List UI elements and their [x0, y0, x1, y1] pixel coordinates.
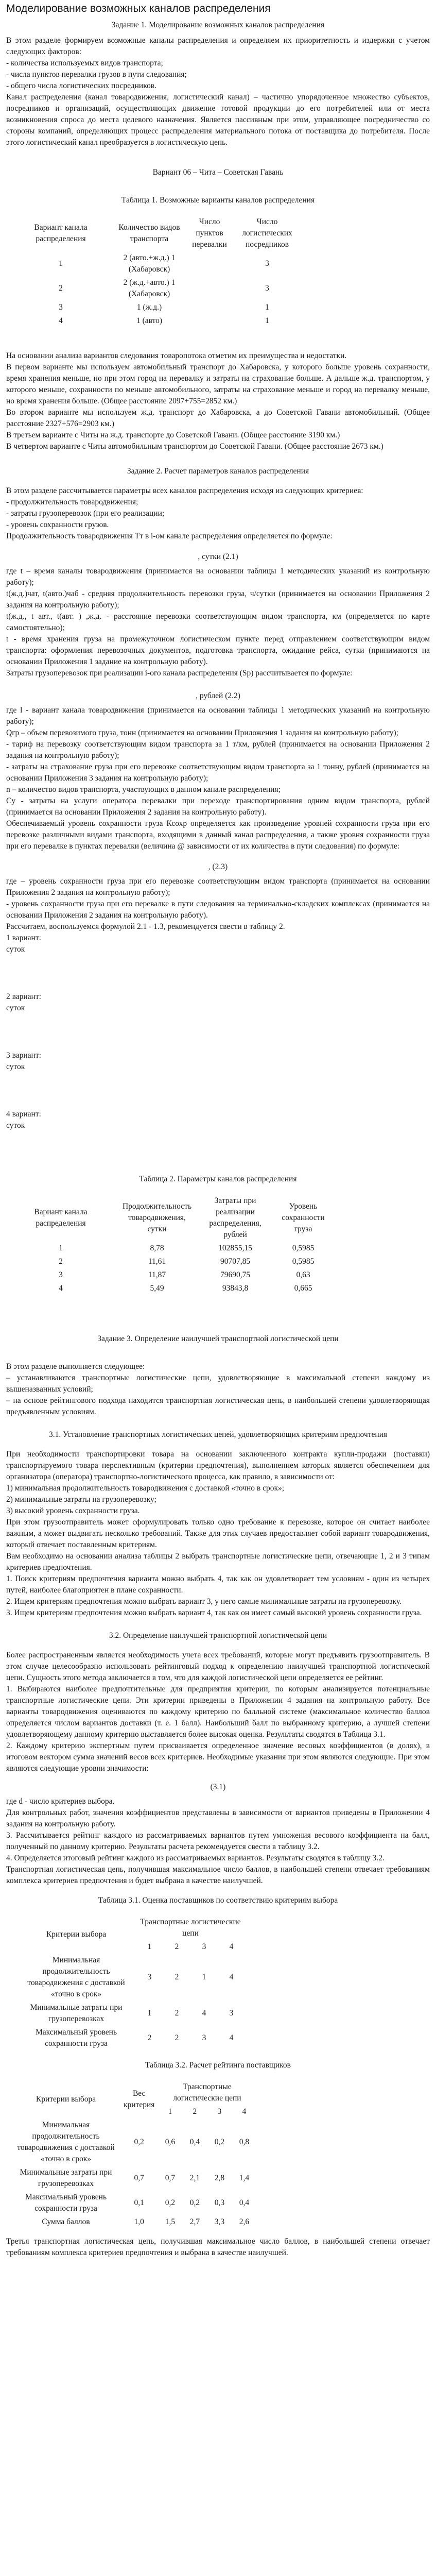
- table-row: [11, 2119, 256, 2166]
- table-row: [6, 1255, 335, 1268]
- table-cell: 2,1: [189, 2173, 200, 2182]
- paragraph: - общего числа логистических посредников.: [6, 81, 156, 90]
- paragraph: 3. Рассчитывается рейтинг каждого из рассматриваемых вариантов путем умножения весового коэффициента на балл, полученный по данному критерию. Результаты расчета рекомендуется свести в таблицу 3.2.: [6, 1831, 430, 1851]
- paragraph: 2) минимальные затраты на грузоперевозку;: [6, 1495, 156, 1504]
- variant-unit: суток: [6, 1062, 25, 1071]
- table-header-cell: 2: [193, 2107, 197, 2116]
- table-row: [6, 1242, 335, 1255]
- table-header-row: [6, 215, 299, 251]
- table-header-cell: 4: [229, 1942, 234, 1951]
- table-row: [6, 251, 299, 276]
- table-cell: 1: [59, 259, 63, 268]
- table-header-row: [6, 1194, 335, 1242]
- variant-heading: 2 вариант:: [6, 992, 41, 1001]
- table-cell: Максимальный уровень сохранности груза: [35, 2027, 117, 2048]
- table-3-2: [11, 2080, 256, 2229]
- paragraph: В первом варианте мы используем автомобильный транспорт до Хабаровска, у которого больше уровень сохранности, время хранения меньше, но при этом город на перевалку и затраты на страхование больше. А дальше ж.д. транспортом, у которого меньше, сохранности по меньше автомобильного, затраты на страхование меньше и город на перевалку меньше, но время хранения больше. (Общее расстояние 2097+755=2852 км.): [6, 362, 430, 405]
- table-cell: 0,63: [296, 1270, 310, 1279]
- table-cell: 2: [175, 1972, 179, 1981]
- intro-section: [6, 35, 430, 148]
- table-cell: 1: [147, 2008, 152, 2018]
- table-cell: 90707,85: [220, 1257, 251, 1266]
- table-row: [6, 314, 299, 328]
- table-row: [16, 1954, 245, 2001]
- table-cell: 0,2: [214, 2137, 225, 2146]
- table-row: [6, 301, 299, 314]
- table-cell: 11,87: [148, 1270, 166, 1279]
- table-3-1-title: Таблица 3.1. Оценка поставщиков по соответствию критериям выбора: [98, 1895, 338, 1905]
- document-page: [0, 1, 436, 2259]
- table-cell: Минимальная продолжительность товародвижения с доставкой «точно в срок»: [27, 1955, 125, 1998]
- table-cell: 0,5985: [292, 1243, 315, 1252]
- table-row: [11, 2215, 256, 2229]
- paragraph: 1. Поиск критериям предпочтения варианта можно выбрать 4, так как он удовлетворяет тем условиям - один из четырех путей, наиболее благоприятен в плане сохранности.: [6, 1574, 430, 1595]
- table-header-cell: Число пунктов перевалки: [192, 217, 227, 249]
- table-cell: 2: [175, 2033, 179, 2042]
- table-cell: 0,2: [165, 2198, 176, 2207]
- table-cell: [183, 276, 236, 301]
- paragraph: Продолжительность товародвижения Tт в i-ом канале распределения определяется по формуле:: [6, 531, 333, 540]
- table-cell: 0,2: [134, 2137, 144, 2146]
- paragraph: t - время хранения груза на промежуточном логистическом пункте перед отправлением соответствующим видом транспорта: оформления перевозочных документов, подготовка транспорта, ожидание рейса, сутки (принимаются на основании Приложения 1 задание на контрольную работу).: [6, 634, 430, 666]
- table-cell: 2: [59, 283, 63, 293]
- table-header-cell: 3: [202, 1942, 206, 1951]
- table-cell: 0,6: [165, 2137, 176, 2146]
- table-row: [6, 1282, 335, 1295]
- table-cell: 0,4: [189, 2137, 200, 2146]
- paragraph: - затраты на страхование груза при его перевозке соответствующим видом транспорта за 1 тонну, рублей (принимается на основании Приложения 3 задания на контрольную работу);: [6, 762, 430, 783]
- table-cell: 1: [265, 302, 269, 312]
- table-cell: 3: [202, 2033, 206, 2042]
- table-row: [16, 2001, 245, 2026]
- paragraph: где d - число критериев выбора.: [6, 1797, 115, 1806]
- document-title: Моделирование возможных каналов распределения: [6, 3, 271, 14]
- table-header-cell: Затраты при реализации распределения, рублей: [209, 1196, 261, 1239]
- paragraph: t(ж.д., t авт., t(авт. ) ,ж.д. - расстояние перевозки соответствующим видом транспорта, км (определяется по карте самостоятельно);: [6, 612, 430, 632]
- table-header-cell: Вариант канала распределения: [34, 223, 88, 243]
- table-cell: 8,78: [150, 1243, 164, 1252]
- variant-heading: 4 вариант:: [6, 1109, 41, 1118]
- table-cell: 1,4: [239, 2173, 250, 2182]
- table-cell: 2: [175, 2008, 179, 2018]
- formula-2-1: , сутки (2.1): [198, 552, 238, 561]
- table-cell: [183, 314, 236, 328]
- table-cell: 1: [59, 1243, 63, 1252]
- assignment-1-title: Задание 1. Моделирование возможных каналов распределения: [111, 20, 325, 29]
- table-cell: 3: [229, 2008, 234, 2018]
- paragraph: В этом разделе рассчитывается параметры всех каналов распределения исходя из следующих критериев:: [6, 486, 363, 495]
- table-header-cell: 1: [168, 2107, 172, 2116]
- table-header-cell: Вариант канала распределения: [34, 1207, 88, 1228]
- table-cell: Минимальная продолжительность товародвижения с доставкой «точно в срок»: [17, 2120, 115, 2163]
- paragraph: - уровень сохранности грузов.: [6, 520, 109, 529]
- variant-unit: суток: [6, 1003, 25, 1012]
- table-cell: 3: [59, 302, 63, 312]
- table-1-title: Таблица 1. Возможные варианты каналов распределения: [121, 195, 315, 205]
- table-header-cell: 3: [217, 2107, 222, 2116]
- paragraph: Рассчитаем, воспользуемся формулой 2.1 - 1.3, рекомендуется свести в таблицу 2.: [6, 922, 285, 931]
- table-header-cell: 4: [242, 2107, 247, 2116]
- table-cell: 1 (ж.д.): [136, 302, 162, 312]
- section-3-1-title: 3.1. Установление транспортных логистических цепей, удовлетворяющих критериям предпочтения: [48, 1430, 388, 1439]
- variant-unit: суток: [6, 1121, 25, 1130]
- paragraph: Qгр – объем перевозимого груза, тонн (принимается на основании Приложения 1 задания на контрольную работу);: [6, 728, 398, 737]
- table-header-cell: Критерии выбора: [36, 2094, 96, 2104]
- table-cell: 1: [202, 1972, 206, 1981]
- table-cell: 0,5985: [292, 1257, 315, 1266]
- paragraph: - продолжительность товародвижения;: [6, 497, 138, 506]
- table-cell: 0,7: [134, 2173, 144, 2182]
- table-cell: [183, 301, 236, 314]
- table-cell: 0,665: [294, 1283, 312, 1293]
- paragraph: 3. Ищем критериям предпочтения можно выбрать вариант 4, так как он имеет самый высокий уровень сохранности груза.: [6, 1608, 422, 1617]
- paragraph: 2. Ищем критериям предпочтения можно выбрать вариант 3, у него самые минимальные затраты на грузоперевозку.: [6, 1597, 402, 1606]
- table-cell: 2 (ж.д.+авто.) 1 (Хабаровск): [123, 278, 176, 298]
- table-3-2-title: Таблица 3.2. Расчет рейтинга поставщиков: [145, 2060, 291, 2070]
- table-cell: 0,3: [214, 2198, 225, 2207]
- table-cell: 0,4: [239, 2198, 250, 2207]
- paragraph: - уровень сохранности груза при его перевалке в пути следования на терминально-складских комплексах (принимается на основании Приложения 2 задания на контрольную работу).: [6, 899, 430, 920]
- conclusion-paragraph: Третья транспортная логистическая цепь, получившая максимальное число баллов, в наибольшей степени отвечает требованиям комплекса критериев предпочтения и выбрана в качестве наилучшей.: [6, 2236, 430, 2257]
- paragraph: При этом грузоотправитель может сформулировать только одно требование к перевозке, которое он считает наиболее важным, а может выдвигать несколько требований. Также для этих случаев предоставляет собой вариант товародвижения, который отвечает поставленным критериям.: [6, 1517, 430, 1549]
- table-cell: 0,1: [134, 2198, 144, 2207]
- paragraph: где l - вариант канала товародвижения (принимается на основании таблицы 1 методических указаний на контрольную работу);: [6, 705, 430, 726]
- table-cell: 4: [229, 1972, 234, 1981]
- assignment-3-title: Задание 3. Определение наилучшей транспортной логистической цепи: [97, 1334, 339, 1343]
- table-header-row: [11, 2080, 256, 2105]
- table-cell: Минимальные затраты при грузоперевозках: [20, 2167, 112, 2188]
- table-cell: 0,2: [189, 2198, 200, 2207]
- table-cell: 2,6: [239, 2217, 250, 2226]
- paragraph: Более распространенным является необходимость учета всех требований, которые могут предъявить грузоотправитель. В этом случае целесообразно использовать рейтинговый подход к определению наилучшей транспортной логистической цепи. Сущность этого метода заключается в том, что для каждой логистической цепи определяется ее рейтинг.: [6, 1650, 430, 1682]
- paragraph: В четвертом варианте с Читы автомобильным транспортом до Советской Гавани. (Общее расстояние 2673 км.): [6, 442, 383, 451]
- table-3-1: [16, 1916, 245, 2050]
- table-header-cell: Транспортные логистические цепи: [173, 2082, 241, 2103]
- table-cell: 0,8: [239, 2137, 250, 2146]
- paragraph: - числа пунктов перевалки грузов в пути следования;: [6, 70, 187, 79]
- table-cell: 4: [59, 316, 63, 325]
- paragraph: Во втором варианте мы используем ж.д. транспорт до Хабаровска, а до Советской Гавани автомобильный. (Общее расстояние 2327+576=2903 км.): [6, 408, 430, 428]
- table-header-cell: 2: [175, 1942, 179, 1951]
- table-cell: 1 (авто): [136, 316, 163, 325]
- paragraph: 2. Каждому критерию экспертным путем присваивается определенное значение весовых коэффициентов (в долях), в итоговом вектором сумма значений весов всех критериев. Необходимые указания при этом являются следующие. При этом являются следующие уровни значимости:: [6, 1741, 430, 1773]
- paragraph: В третьем варианте с Читы на ж.д. транспорте до Советской Гавани. (Общее расстояние 3190 км.): [6, 430, 340, 439]
- paragraph: 1) минимальная продолжительность товародвижения с доставкой «точно в срок»;: [6, 1483, 285, 1493]
- paragraph: Для контрольных работ, значения коэффициентов представлены в зависимости от вариантов приведены в Приложении 4 задания на контрольную работу.: [6, 1808, 430, 1828]
- table-cell: 2: [147, 2033, 152, 2042]
- table-cell: 1: [265, 316, 269, 325]
- paragraph: где – уровень сохранности груза при его перевозке соответствующим видом транспорта (принимается на основании Приложения 2 задания на контрольную работу);: [6, 876, 430, 897]
- table-header-cell: Уровень сохранности груза: [282, 1201, 325, 1233]
- table-header-row: [16, 1916, 245, 1940]
- table-cell: 2 (авто.+ж.д.) 1 (Хабаровск): [123, 253, 176, 274]
- paragraph: 1. Выбираются наиболее предпочтительные для предприятия критерии, по которым анализируется потенциальные транспортные логистические цепи. Эти критерии приведены в Приложении 4 задания на контрольную работу. Все варианты товародвижения оцениваются по каждому критерию по балльной системе (максимальное количество баллов определяется числом вариантов доставки (т. е. 1 балл). Наибольший балл по выбранному критерию, а лучшей степени удовлетворяющему данному критерию выставляется более высокая оценка. Результаты сводятся в Таблица 3.1.: [6, 1684, 430, 1739]
- table-cell: 11,61: [148, 1257, 166, 1266]
- table-cell: 2,7: [189, 2217, 200, 2226]
- table-cell: 3: [265, 283, 269, 293]
- table-2: [6, 1194, 335, 1295]
- paragraph: Cу - затраты на услуги оператора перевалки при переходе транспортирования одним видом транспорта, рублей (принимается на основании Приложения 2 задания на контрольную работу).: [6, 796, 430, 817]
- table-header-cell: Количество видов транспорта: [118, 223, 180, 243]
- table-row: [16, 2026, 245, 2050]
- table-cell: 3: [265, 259, 269, 268]
- table-header-cell: Вес критерия: [124, 2089, 155, 2109]
- table-header-cell: Транспортные логистические цепи: [140, 1917, 241, 1938]
- table-cell: Минимальные затраты при грузоперевозках: [30, 2003, 123, 2023]
- table-header-cell: Число логистических посредников: [242, 217, 292, 249]
- table-cell: 0,7: [165, 2173, 176, 2182]
- variant-label: Вариант 06 – Чита – Советская Гавань: [152, 167, 284, 177]
- paragraph: Вам необходимо на основании анализа таблицы 2 выбрать транспортные логистические цепи, отвечающие 1, 2 и 3 типам критериев предпочтения.: [6, 1551, 430, 1572]
- table-cell: 4: [59, 1283, 63, 1293]
- table-row: [11, 2166, 256, 2191]
- paragraph: В этом разделе формируем возможные каналы распределения и определяем их приоритетность и издержки с учетом следующих факторов:: [6, 36, 430, 56]
- table-row: [6, 276, 299, 301]
- table-cell: 79690,75: [220, 1270, 251, 1279]
- table-cell: 4: [202, 2008, 206, 2018]
- paragraph: где t – время каналы товародвижения (принимается на основании таблицы 1 методических указаний из контрольную работу);: [6, 566, 430, 587]
- paragraph: Канал распределения (канал товародвижения, логистический канал) – частично упорядоченное множество субъектов, посредников и организаций, осуществляющих движение готовой продукции до его потребителей или от места возникновения спроса до места целевого назначения. Является пассивным при этом, управляющее посредничество со стороны компаний, определяющих процесс распределения материального потока от поставщика до потребителя. После этого логистический канал преобразуется в логистическую цепь.: [6, 92, 430, 147]
- paragraph: n – количество видов транспорта, участвующих в данном канале распределения;: [6, 785, 281, 794]
- assignment-3-section: [6, 1361, 430, 1418]
- table-cell: 102855,15: [218, 1243, 252, 1252]
- variants-block: [6, 933, 430, 1131]
- paragraph: 4. Определяется итоговый рейтинг каждого из рассматриваемых вариантов. Результаты сводятся в таблицу 3.2.: [6, 1853, 385, 1862]
- table-cell: 4: [229, 2033, 234, 2042]
- paragraph: - тариф на перевозку соответствующим видом транспорта за 1 т/км, рублей (принимается на основании Приложения 2 задания на контрольную работу);: [6, 739, 430, 760]
- table-header-cell: Продолжительность товародвижения, сутки: [122, 1201, 192, 1233]
- variant-heading: 1 вариант:: [6, 933, 41, 942]
- variant-unit: суток: [6, 944, 25, 954]
- paragraph: – на основе рейтингового подхода находится транспортная логистическая цепь, в наибольшей степени удовлетворяющая предъявленным условиям.: [6, 1396, 430, 1416]
- analysis-section: [6, 350, 430, 452]
- table-cell: 2,8: [214, 2173, 225, 2182]
- table-cell: 3: [147, 1972, 152, 1981]
- paragraph: - количества используемых видов транспорта;: [6, 58, 163, 67]
- table-cell: 1,5: [165, 2217, 176, 2226]
- assignment-2-section: [6, 485, 430, 933]
- table-2-title: Таблица 2. Параметры каналов распределения: [139, 1174, 297, 1183]
- paragraph: – устанавливаются транспортные логистические цепи, удовлетворяющие в максимальной степени каждому из вышеназванных условий;: [6, 1373, 430, 1394]
- table-cell: 2: [59, 1257, 63, 1266]
- paragraph: В этом разделе выполняется следующее:: [6, 1362, 145, 1371]
- table-cell: 93843,8: [222, 1283, 249, 1293]
- paragraph: 3) высокий уровень сохранности груза.: [6, 1506, 140, 1515]
- table-cell: 3: [59, 1270, 63, 1279]
- formula-2-3: , (2.3): [208, 862, 228, 871]
- section-3-1: [6, 1449, 430, 1619]
- section-3-2-title: 3.2. Определение наилучшей транспортной логистической цепи: [109, 1631, 327, 1640]
- section-3-2: [6, 1650, 430, 1887]
- table-cell: 5,49: [150, 1283, 164, 1293]
- table-cell: Сумма баллов: [42, 2217, 90, 2226]
- paragraph: Транспортная логистическая цепь, получившая максимальное число баллов, в наибольшей степени отвечает требованиям комплекса критериев предпочтения и будет выбрана в качестве наилучшей.: [6, 1865, 430, 1885]
- table-cell: [183, 251, 236, 276]
- table-cell: Максимальный уровень сохранности груза: [25, 2192, 107, 2213]
- paragraph: Обеспечиваемый уровень сохранности груза Ксохр определяется как произведение уровней сохранности груза при его перевозке различными видами транспорта, входящими в данный канал распределения, а также уровня сохранности груза при его перевалке в пунктах перевалки (величина @ зависимости от их количества в пути следования) по формуле:: [6, 819, 430, 851]
- table-header-cell: 1: [147, 1942, 152, 1951]
- table-row: [11, 2191, 256, 2215]
- paragraph: Затраты грузоперевозок при реализации i-ого канала распределения (Sр) рассчитывается по формуле:: [6, 668, 353, 677]
- table-header-cell: Критерии выбора: [46, 1929, 107, 1939]
- table-cell: 1,0: [134, 2217, 144, 2226]
- paragraph: t(ж.д.)чат, t(авто.)чаб - средняя продолжительность перевозки груза, ч/сутки (принимается на основании Приложения 2 задания на контрольную работу);: [6, 589, 430, 609]
- paragraph: На основании анализа вариантов следования товаропотока отметим их преимущества и недостатки.: [6, 351, 347, 360]
- assignment-2-title: Задание 2. Расчет параметров каналов распределения: [127, 466, 309, 476]
- variant-heading: 3 вариант:: [6, 1050, 41, 1060]
- formula-2-2: , рублей (2.2): [196, 691, 240, 700]
- table-1: [6, 215, 299, 328]
- table-cell: 3,3: [214, 2217, 225, 2226]
- table-row: [6, 1268, 335, 1282]
- paragraph: - затраты грузоперевозок (при его реализации;: [6, 509, 165, 518]
- paragraph: При необходимости транспортировки товара на основании заключенного контракта купли-продажи (поставки) транспортируемого товара перспективным (критерии предпочтения), выполнением которых является обеспечением для организатора (оператора) транспортно-логистического процесса, как правило, в зависимости от:: [6, 1449, 430, 1481]
- formula-3-1: (3.1): [210, 1782, 226, 1791]
